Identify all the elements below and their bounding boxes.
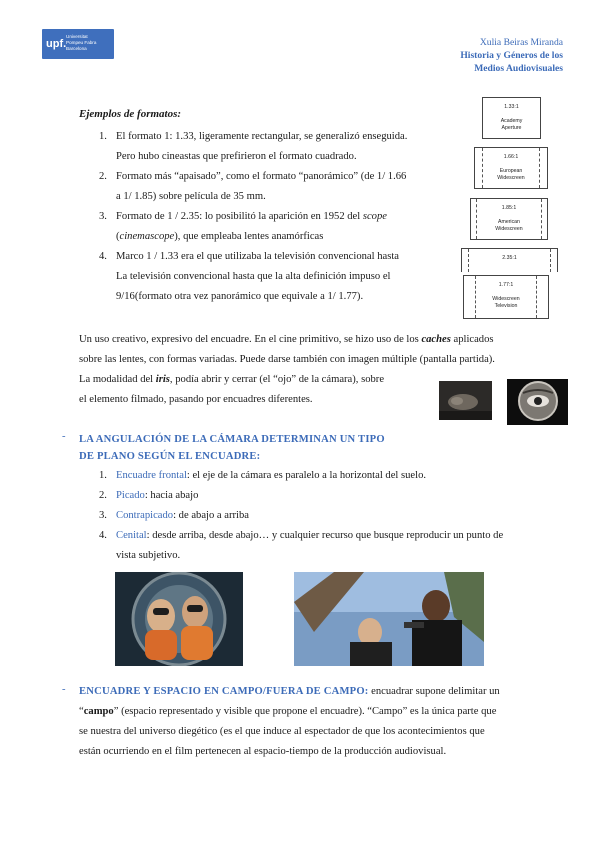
bold-term: caches <box>421 334 451 345</box>
list-number: 3. <box>99 211 107 222</box>
aspect-name: Television <box>494 303 518 309</box>
list-item <box>99 466 569 486</box>
course-title-line2: Medios Audiovisuales <box>474 63 563 74</box>
list-number: 4. <box>99 251 107 262</box>
list-line: vista subjetivo. <box>116 550 181 561</box>
aspect-name: European <box>499 168 523 174</box>
university-logo <box>42 29 114 59</box>
list-number: 3. <box>99 510 107 521</box>
bold-term: campo <box>83 706 114 717</box>
logo-mark: upf. <box>46 38 67 50</box>
logo-text-line: Universitat <box>66 34 88 39</box>
text-span: ” (espacio representado y visible que propone el encuadre). “Campo” es la única parte que <box>113 706 497 717</box>
iris-image-2-art <box>507 379 568 425</box>
aspect-name: Academy <box>500 118 523 124</box>
paragraph-line <box>79 682 569 702</box>
film-still-low-angle <box>115 572 243 666</box>
iris-image-1 <box>439 381 492 420</box>
list-line: Marco 1 / 1.33 era el que utilizaba la televisión convencional hasta <box>116 251 399 262</box>
section-title-line: LA ANGULACIÓN DE LA CÁMARA DETERMINAN UN TIPO <box>79 434 385 445</box>
angulacion-list <box>99 466 569 566</box>
text-span: ( <box>116 231 120 242</box>
campo-paragraph <box>79 682 569 762</box>
text-span: , podía abrir y cerrar (el “ojo” de la cámara), sobre <box>169 374 385 385</box>
logo-text-line: Barcelona <box>66 46 87 51</box>
paragraph-line: el elemento filmado, pasando por encuadres diferentes. <box>79 394 313 405</box>
list-item <box>99 486 569 506</box>
list-desc: : de abajo a arriba <box>173 510 249 521</box>
aspect-name: Aperture <box>501 125 522 131</box>
list-number: 1. <box>99 131 107 142</box>
list-desc: : desde arriba, desde abajo… y cualquier recurso que busque reproducir un punto de <box>146 530 504 541</box>
list-line: La televisión convencional hasta que la alta definición impuso el <box>116 271 391 282</box>
paragraph-line <box>79 702 569 722</box>
list-line <box>116 207 459 227</box>
list-term: Encuadre frontal <box>116 470 187 481</box>
logo-text <box>66 34 112 52</box>
text-span: Formato de 1 / 2.35: lo posibilitó la aparición en 1952 del <box>116 211 363 222</box>
list-item <box>99 526 569 566</box>
bold-term: iris <box>155 374 170 385</box>
list-item <box>99 247 459 307</box>
list-desc: : el eje de la cámara es paralelo a la horizontal del suelo. <box>186 470 427 481</box>
aspect-box-tv <box>463 275 549 319</box>
aspect-name: Widescreen <box>492 296 520 302</box>
section-title-line: DE PLANO SEGÚN EL ENCUADRE: <box>79 451 261 462</box>
list-item <box>99 207 459 247</box>
course-title-line1: Historia y Géneros de los <box>460 50 563 61</box>
list-line: Formato más “apaisado”, como el formato “panorámico” (de 1/ 1.66 <box>116 171 407 182</box>
aspect-box-scope <box>461 248 558 272</box>
list-number: 4. <box>99 530 107 541</box>
list-desc: : hacia abajo <box>144 490 199 501</box>
list-line: El formato 1: 1.33, ligeramente rectangular, se generalizó enseguida. <box>116 131 408 142</box>
campo-title: ENCUADRE Y ESPACIO EN CAMPO/FUERA DE CAMPO: <box>79 686 369 697</box>
aspect-ratio-label: 1.85:1 <box>501 205 517 211</box>
film-still-low-angle-2-art <box>294 572 484 666</box>
text-span: La modalidad del <box>79 374 156 385</box>
section-dash: - <box>62 431 66 442</box>
aspect-box-american <box>470 198 548 240</box>
aspect-box-academy <box>482 97 541 139</box>
list-line: a 1/ 1.85) sobre película de 35 mm. <box>116 191 266 202</box>
iris-image-1-art <box>439 381 492 420</box>
angulacion-title <box>79 431 385 465</box>
encuadre-paragraph <box>79 330 569 410</box>
aspect-box-european <box>474 147 548 189</box>
aspect-ratio-label: 1.77:1 <box>498 282 514 288</box>
aspect-ratio-label: 2.35:1 <box>502 255 517 261</box>
list-number: 2. <box>99 490 107 501</box>
section-dash: - <box>62 684 66 695</box>
text-span: encuadrar supone delimitar un <box>368 686 500 697</box>
text-span: ), que empleaba lentes anamórficas <box>174 231 324 242</box>
list-number: 2. <box>99 171 107 182</box>
author-name: Xulia Beiras Miranda <box>479 37 563 48</box>
list-number: 1. <box>99 470 107 481</box>
italic-term: cinemascope <box>119 231 175 242</box>
formats-list <box>99 127 459 307</box>
aspect-name: Widescreen <box>495 226 523 232</box>
aspect-ratio-label: 1.66:1 <box>503 154 519 160</box>
list-item <box>99 506 569 526</box>
list-line: Pero hubo cineastas que prefirieron el formato cuadrado. <box>116 151 357 162</box>
list-term: Cenital <box>116 530 147 541</box>
paragraph-line <box>79 330 569 350</box>
paragraph-line <box>79 370 569 390</box>
list-item <box>99 167 459 207</box>
film-still-low-angle-2 <box>294 572 484 666</box>
film-still-low-angle-art <box>115 572 243 666</box>
list-line: 9/16(formato otra vez panorámico que equivale a 1/ 1.77). <box>116 291 364 302</box>
aspect-name: American <box>498 219 520 225</box>
aspect-name: Widescreen <box>497 175 525 181</box>
text-span: Un uso creativo, expresivo del encuadre. En el cine primitivo, se hizo uso de los <box>79 334 422 345</box>
paragraph-line: están ocurriendo en el film pertenecen al espacio-tiempo de la producción audiovisual. <box>79 746 447 757</box>
iris-image-2 <box>507 379 568 425</box>
text-span: “ <box>79 706 84 717</box>
paragraph-line: sobre las lentes, con formas variadas. Puede darse también con imagen múltiple (pantalla partida). <box>79 354 495 365</box>
text-span: aplicados <box>450 334 494 345</box>
list-term: Picado <box>116 490 145 501</box>
paragraph-line: se nuestra del universo diegético (es el que induce al espectador de que los acontecimientos que <box>79 726 485 737</box>
formats-heading: Ejemplos de formatos: <box>79 108 182 120</box>
aspect-ratio-label: 1.33:1 <box>504 104 519 110</box>
logo-text-line: Pompeu Fabra <box>66 40 97 45</box>
list-line <box>116 227 459 247</box>
italic-term: scope <box>362 211 387 222</box>
list-term: Contrapicado <box>116 510 174 521</box>
list-item <box>99 127 459 167</box>
